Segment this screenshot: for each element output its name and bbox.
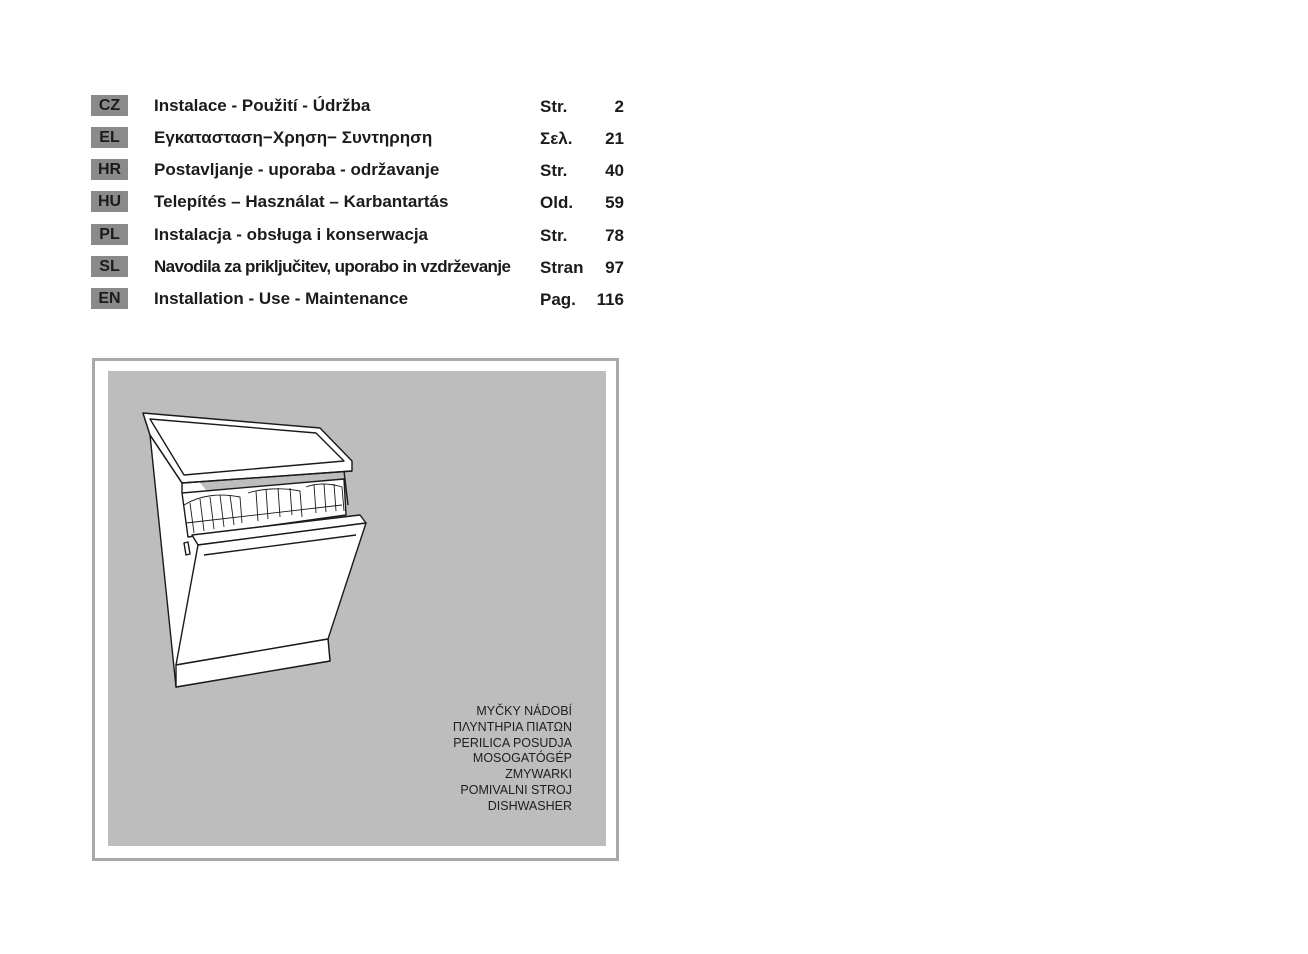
toc-row-en[interactable] (0, 288, 700, 314)
dishwasher-illustration-icon (130, 395, 380, 695)
toc-row-sl[interactable] (0, 256, 700, 282)
toc-page-abbr-pl: Str. (540, 226, 568, 245)
product-name-cz: MYČKY NÁDOBÍ (476, 704, 572, 718)
product-name-el: ΠΛΥΝΤΗΡΙΑ ΠΙΑΤΩΝ (452, 719, 572, 734)
product-name-en: DISHWASHER (487, 798, 572, 813)
toc-page-abbr-hr: Str. (540, 161, 568, 180)
product-name-hu: MOSOGATÓGÉP (472, 751, 572, 766)
language-badge-hr: HR (91, 159, 128, 180)
language-badge-cz: CZ (91, 95, 128, 116)
product-name-sl: POMIVALNI STROJ (460, 782, 572, 797)
product-name-pl: ZMYWARKI (505, 767, 572, 782)
toc-page-abbr-sl: Stran (540, 258, 584, 277)
toc-title-sl: Navodila za priključitev, uporabo in vzdrževanje (154, 257, 511, 276)
toc-row-cz[interactable] (0, 95, 700, 121)
product-name-hr: PERILICA POSUDJA (453, 735, 572, 750)
toc-page-abbr-en: Pag. (540, 290, 576, 309)
toc-page-number-hu: 59 (605, 193, 624, 212)
toc-page-number-pl: 78 (605, 226, 624, 245)
toc-page-number-el: 21 (605, 129, 624, 148)
toc-page-abbr-cz: Str. (540, 97, 568, 116)
table-of-contents (0, 0, 700, 330)
toc-row-hr[interactable] (0, 159, 700, 185)
toc-page-number-hr: 40 (605, 161, 624, 180)
toc-title-pl: Instalacja - obsługa i konserwacja (154, 225, 428, 244)
toc-title-en: Installation - Use - Maintenance (154, 289, 409, 308)
toc-page-number-sl: 97 (605, 258, 624, 277)
toc-page-number-cz: 2 (614, 97, 624, 116)
toc-page-number-en: 116 (596, 290, 624, 309)
product-names-list (453, 704, 572, 815)
language-badge-el: EL (91, 127, 128, 148)
toc-row-el[interactable] (0, 127, 700, 153)
language-badge-pl: PL (91, 224, 128, 245)
language-badge-en: EN (91, 288, 128, 309)
toc-page-abbr-el: Σελ. (540, 129, 573, 148)
toc-title-hu: Telepítés – Használat – Karbantartás (154, 192, 449, 211)
toc-title-cz: Instalace - Použití - Údržba (154, 96, 371, 115)
toc-row-hu[interactable] (0, 191, 700, 217)
toc-row-pl[interactable] (0, 224, 700, 250)
toc-page-abbr-hu: Old. (540, 193, 574, 212)
language-badge-sl: SL (91, 256, 128, 277)
language-badge-hu: HU (91, 191, 128, 212)
toc-title-hr: Postavljanje - uporaba - održavanje (154, 160, 440, 179)
toc-title-el: Εγκατασταση−Χρηση− Συντηρηση (154, 128, 433, 147)
